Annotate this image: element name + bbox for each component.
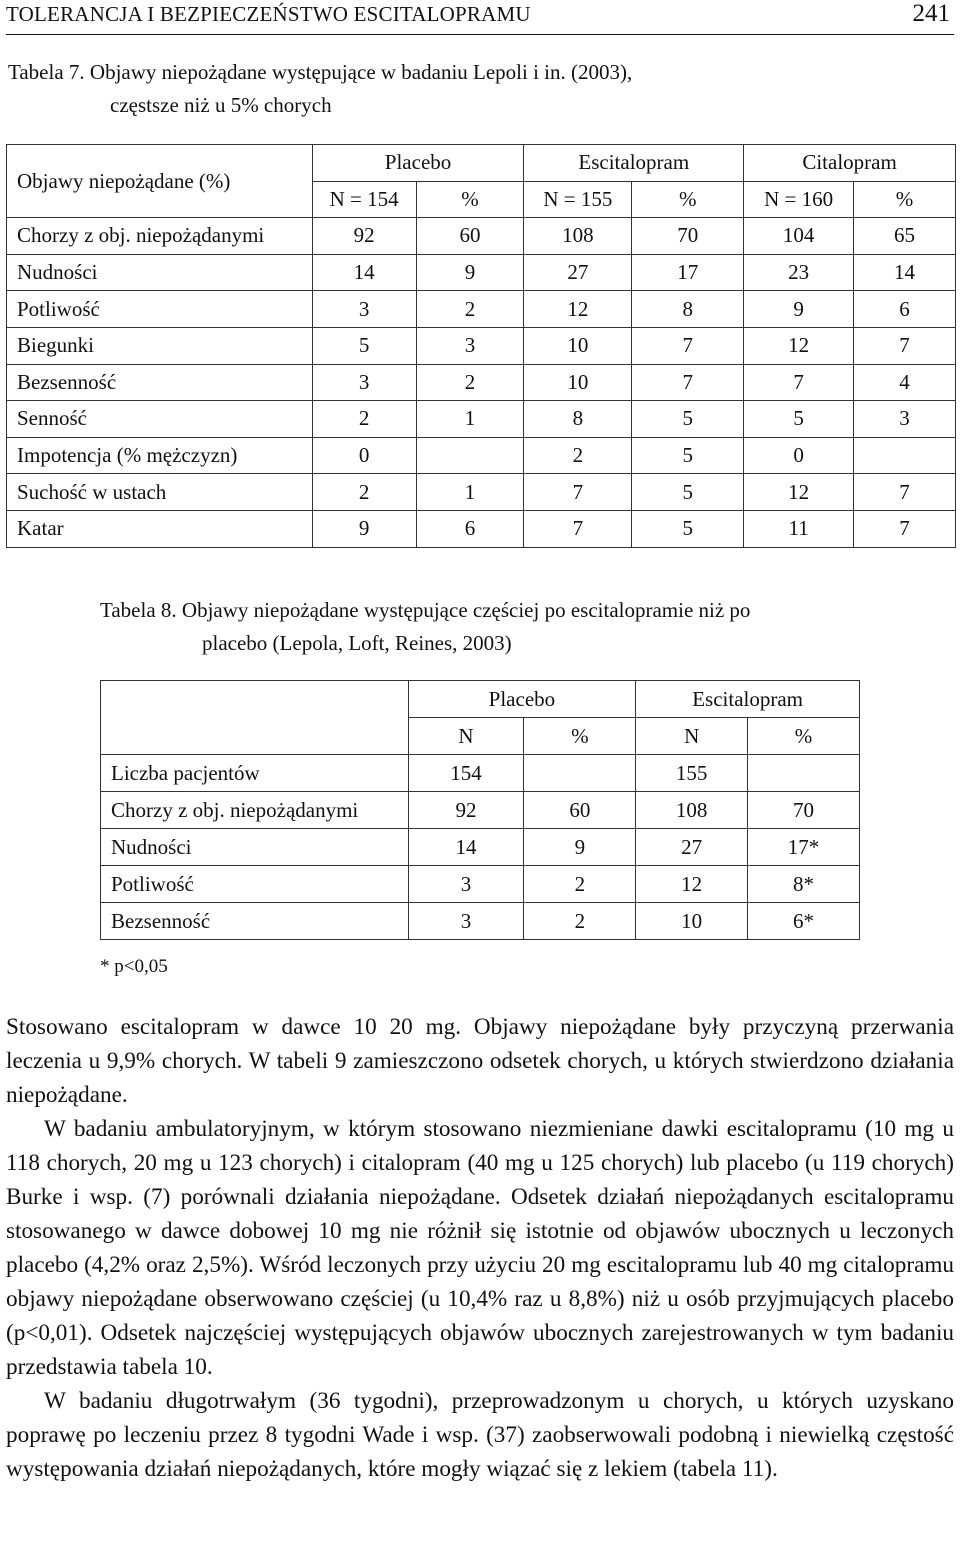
table8-subheader: N bbox=[408, 718, 524, 755]
table7 bbox=[6, 144, 956, 548]
table8-cell: 8* bbox=[748, 866, 860, 903]
table7-row-label: Potliwość bbox=[7, 291, 313, 328]
table7-cell: 12 bbox=[524, 291, 632, 328]
table7-row bbox=[7, 401, 956, 438]
body-text bbox=[6, 1010, 954, 1486]
table8-empty-corner bbox=[101, 681, 409, 755]
table8-row-label: Potliwość bbox=[101, 866, 409, 903]
table7-cell: 9 bbox=[744, 291, 854, 328]
table8-row-label: Liczba pacjentów bbox=[101, 755, 409, 792]
table7-cell: 7 bbox=[854, 327, 956, 364]
table7-subheader: % bbox=[632, 181, 744, 218]
table7-cell: 104 bbox=[744, 218, 854, 255]
table7-row-label: Suchość w ustach bbox=[7, 474, 313, 511]
table7-cell: 2 bbox=[416, 291, 524, 328]
table7-cell: 1 bbox=[416, 474, 524, 511]
table7-cell: 7 bbox=[744, 364, 854, 401]
table7-cell: 7 bbox=[854, 474, 956, 511]
table7-cell: 0 bbox=[744, 437, 854, 474]
table7-cell: 7 bbox=[524, 510, 632, 547]
table7-cell: 5 bbox=[744, 401, 854, 438]
table7-row-label: Nudności bbox=[7, 254, 313, 291]
table7-cell: 0 bbox=[312, 437, 416, 474]
table8-body bbox=[101, 755, 860, 940]
table7-cell: 4 bbox=[854, 364, 956, 401]
table8-cell: 6* bbox=[748, 903, 860, 940]
table7-body bbox=[7, 218, 956, 547]
table7-subheader: N = 154 bbox=[312, 181, 416, 218]
table7-row bbox=[7, 364, 956, 401]
page-number: 241 bbox=[912, 0, 950, 27]
table8-cell: 2 bbox=[524, 866, 636, 903]
table7-group-escitalopram: Escitalopram bbox=[524, 145, 744, 182]
table7-cell bbox=[416, 437, 524, 474]
table8-caption-line1: Objawy niepożądane występujące częściej po escitalopramie niż po bbox=[181, 598, 751, 622]
table7-cell: 23 bbox=[744, 254, 854, 291]
table7-caption-line1: Objawy niepożądane występujące w badaniu Lepoli i in. (2003), bbox=[89, 60, 633, 84]
table7-cell: 10 bbox=[524, 364, 632, 401]
table7-caption bbox=[8, 56, 632, 122]
table8-cell bbox=[748, 755, 860, 792]
table7-cell: 5 bbox=[312, 327, 416, 364]
table7-row-header: Objawy niepożądane (%) bbox=[7, 145, 313, 218]
table7-cell: 14 bbox=[312, 254, 416, 291]
table7-cell: 6 bbox=[416, 510, 524, 547]
table8-subheader: N bbox=[636, 718, 748, 755]
table8-row bbox=[101, 903, 860, 940]
table7-row-label: Chorzy z obj. niepożądanymi bbox=[7, 218, 313, 255]
table7-cell: 7 bbox=[632, 327, 744, 364]
table7-cell: 3 bbox=[854, 401, 956, 438]
table7-cell: 9 bbox=[312, 510, 416, 547]
table8-row-label: Bezsenność bbox=[101, 903, 409, 940]
table7-caption-line2: częstsze niż u 5% chorych bbox=[110, 93, 332, 117]
table8-cell: 3 bbox=[408, 903, 524, 940]
table7-cell: 70 bbox=[632, 218, 744, 255]
table8-cell: 70 bbox=[748, 792, 860, 829]
table7-cell: 108 bbox=[524, 218, 632, 255]
table7-subheader: N = 160 bbox=[744, 181, 854, 218]
table7-row bbox=[7, 291, 956, 328]
table8-row-label: Chorzy z obj. niepożądanymi bbox=[101, 792, 409, 829]
running-head bbox=[6, 0, 954, 35]
table7-cell: 10 bbox=[524, 327, 632, 364]
table7-cell: 27 bbox=[524, 254, 632, 291]
table7-cell: 5 bbox=[632, 437, 744, 474]
table7-cell: 9 bbox=[416, 254, 524, 291]
table7-row bbox=[7, 437, 956, 474]
table7-cell: 3 bbox=[312, 364, 416, 401]
table7-cell: 11 bbox=[744, 510, 854, 547]
table7-caption-label: Tabela 7. bbox=[8, 60, 85, 84]
table7-row-label: Biegunki bbox=[7, 327, 313, 364]
table7-cell: 92 bbox=[312, 218, 416, 255]
table8-group-escitalopram: Escitalopram bbox=[636, 681, 860, 718]
table8-cell: 14 bbox=[408, 829, 524, 866]
table8-cell: 27 bbox=[636, 829, 748, 866]
table7-group-placebo: Placebo bbox=[312, 145, 524, 182]
table7-cell: 60 bbox=[416, 218, 524, 255]
table7-group-citalopram: Citalopram bbox=[744, 145, 956, 182]
body-paragraph: Stosowano escitalopram w dawce 10 20 mg. Objawy niepożądane były przyczyną przerwania leczenia u 9,9% chorych. W tabeli 9 zamieszczono odsetek chorych, u których stwierdzono działania niepożądane. bbox=[6, 1014, 954, 1108]
table7-cell: 2 bbox=[312, 401, 416, 438]
table8-cell: 9 bbox=[524, 829, 636, 866]
table8-footnote: * p<0,05 bbox=[100, 956, 168, 977]
table8 bbox=[100, 680, 860, 940]
table8-cell: 108 bbox=[636, 792, 748, 829]
table7-cell: 12 bbox=[744, 474, 854, 511]
table7-cell: 8 bbox=[632, 291, 744, 328]
table8-cell: 60 bbox=[524, 792, 636, 829]
table7-cell: 17 bbox=[632, 254, 744, 291]
table7-row-label: Katar bbox=[7, 510, 313, 547]
table7-cell: 14 bbox=[854, 254, 956, 291]
table8-subheader: % bbox=[524, 718, 636, 755]
table8-cell: 17* bbox=[748, 829, 860, 866]
table7-cell: 1 bbox=[416, 401, 524, 438]
table7-cell bbox=[854, 437, 956, 474]
table7-cell: 7 bbox=[632, 364, 744, 401]
table8-row bbox=[101, 829, 860, 866]
table7-cell: 12 bbox=[744, 327, 854, 364]
table7-cell: 65 bbox=[854, 218, 956, 255]
table8-subheader: % bbox=[748, 718, 860, 755]
table7-row bbox=[7, 218, 956, 255]
table8-cell: 2 bbox=[524, 903, 636, 940]
table7-subheader: % bbox=[854, 181, 956, 218]
table7-row bbox=[7, 254, 956, 291]
table8-cell: 3 bbox=[408, 866, 524, 903]
table8-group-placebo: Placebo bbox=[408, 681, 636, 718]
table7-cell: 7 bbox=[524, 474, 632, 511]
table8-caption-line2: placebo (Lepola, Loft, Reines, 2003) bbox=[202, 631, 512, 655]
table8-row-label: Nudności bbox=[101, 829, 409, 866]
table7-cell: 5 bbox=[632, 474, 744, 511]
table7-subheader: N = 155 bbox=[524, 181, 632, 218]
table8-caption-label: Tabela 8. bbox=[100, 598, 177, 622]
table7-cell: 6 bbox=[854, 291, 956, 328]
table7-cell: 2 bbox=[416, 364, 524, 401]
table7-row bbox=[7, 510, 956, 547]
table7-row-label: Senność bbox=[7, 401, 313, 438]
table8-cell bbox=[524, 755, 636, 792]
table8-caption bbox=[100, 594, 900, 660]
running-head-title: TOLERANCJA I BEZPIECZEŃSTWO ESCITALOPRAMU bbox=[6, 2, 531, 26]
table7-cell: 7 bbox=[854, 510, 956, 547]
table8-cell: 12 bbox=[636, 866, 748, 903]
table7-cell: 5 bbox=[632, 510, 744, 547]
body-paragraph: W badaniu ambulatoryjnym, w którym stosowano niezmieniane dawki escitalopramu (10 mg u 118 chorych, 20 mg u 123 chorych) i citalopram (40 mg u 125 chorych) lub placebo (u 119 chorych) Burke i wsp. (7) porównali działania niepożądane. Odsetek działań niepożądanych escitalopramu stosowanego w dawce dobowej 10 mg nie różnił się istotnie od objawów ubocznych u leczonych placebo (4,2% oraz 2,5%). Wśród leczonych przy użyciu 20 mg escitalopramu lub 40 mg citalopramu objawy niepożądane obserwowano częściej (u 10,4% raz u 8,8%) niż u osób przyjmujących placebo (p<0,01). Odsetek najczęściej występujących objawów ubocznych zarejestrowanych w tym badaniu przedstawia tabela 10. bbox=[6, 1116, 954, 1380]
table8-cell: 10 bbox=[636, 903, 748, 940]
table7-subheader: % bbox=[416, 181, 524, 218]
table7-cell: 3 bbox=[312, 291, 416, 328]
table7-row bbox=[7, 327, 956, 364]
table8-row bbox=[101, 792, 860, 829]
table7-cell: 8 bbox=[524, 401, 632, 438]
table7-row bbox=[7, 474, 956, 511]
table7-row-label: Impotencja (% mężczyzn) bbox=[7, 437, 313, 474]
table7-cell: 2 bbox=[312, 474, 416, 511]
table8-cell: 155 bbox=[636, 755, 748, 792]
table7-cell: 2 bbox=[524, 437, 632, 474]
table8-cell: 154 bbox=[408, 755, 524, 792]
table7-cell: 3 bbox=[416, 327, 524, 364]
table8-row bbox=[101, 866, 860, 903]
table8-cell: 92 bbox=[408, 792, 524, 829]
body-paragraph: W badaniu długotrwałym (36 tygodni), przeprowadzonym u chorych, u których uzyskano poprawę po leczeniu przez 8 tygodni Wade i wsp. (37) zaobserwowali podobną i niewielką częstość występowania działań niepożądanych, które mogły wiązać się z lekiem (tabela 11). bbox=[6, 1388, 954, 1482]
table8-row bbox=[101, 755, 860, 792]
table7-cell: 5 bbox=[632, 401, 744, 438]
table7-row-label: Bezsenność bbox=[7, 364, 313, 401]
